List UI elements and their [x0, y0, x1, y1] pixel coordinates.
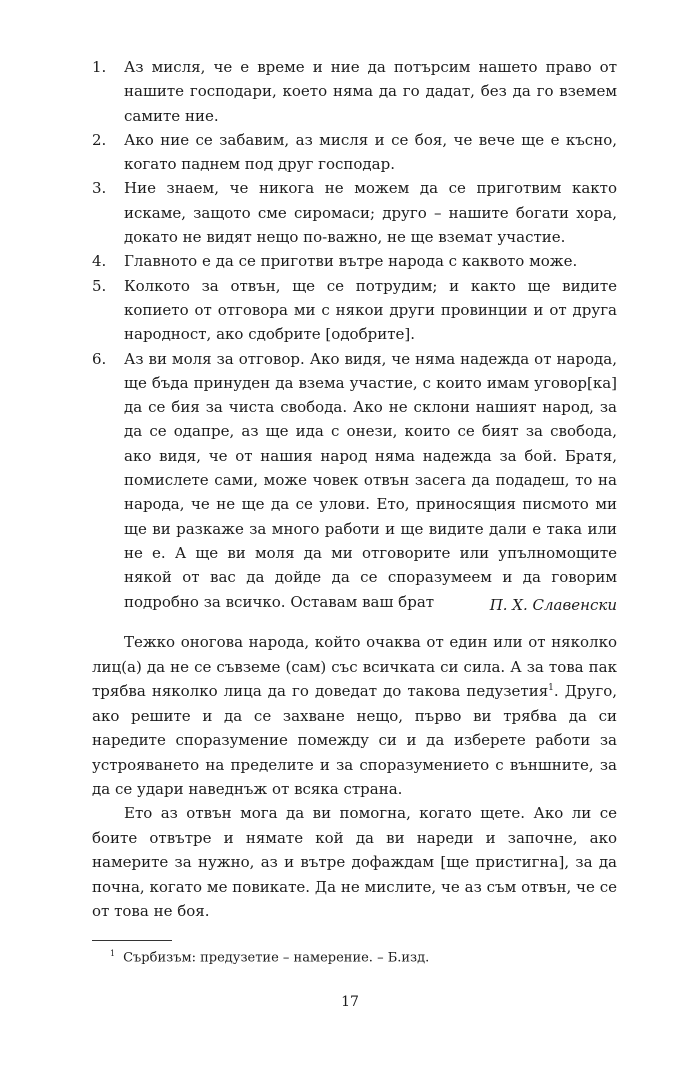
signature: П. Х. Славенски — [489, 596, 617, 614]
list-item-number: 3. — [92, 179, 107, 198]
letter-list — [92, 55, 617, 614]
list-item — [92, 128, 617, 177]
list-item — [92, 176, 617, 249]
list-item-number: 6. — [92, 349, 107, 368]
list-item-number: 4. — [92, 252, 107, 271]
list-item-number: 2. — [92, 130, 107, 149]
list-item — [92, 55, 617, 128]
paragraph-text: . Друго, ако решите и да се захване нещо, първо ви трябва да си наредите споразумение помежду си и да изберете работи за устрояването на пределите и за споразумението с външните, за да се удари наведнъж от всяка страна. — [92, 682, 617, 798]
footnote-text: Сърбизъм: предузетие – намерение. – Б.изд. — [123, 950, 430, 966]
list-item-text: Аз ви моля за отговор. Ако видя, че няма надежда от народа, ще бъда принуден да взема участие, с които имам уговор[ка] да се бия за чиста свобода. Ако не склони нашият народ, за да се одапре, аз ще ида с онези, които се бият за свобода, ако видя, че от нашия народ няма надежда за бой. Братя, помислете сами, може човек отвън засега да подадеш, то на народа, че не ще да се улови. Ето, приносящия писмото ми ще ви разкаже за много работи и ще видите дали е така или не е. А ще ви моля да ми отговорите или упълномощите някой от вас да дойде да се споразумеем и да говорим подробно за всичко. Оставам ваш брат — [124, 349, 617, 611]
footnote-mark: 1 — [110, 949, 116, 958]
list-item-text: Аз мисля, че е време и ние да потърсим нашето право от нашите господари, което няма да го дадат, без да го вземем самите ние. — [124, 58, 617, 125]
footnote — [92, 944, 429, 968]
list-item — [92, 347, 617, 614]
list-item — [92, 274, 617, 347]
paragraph-text: Тежко оногова народа, който очаква от един или от няколко лиц(а) да не се съвземе (сам) със всичката си сила. А за това пак трябва няколко лица да го доведат до такова педузетия — [92, 633, 617, 700]
list-item-text: Ние знаем, че никога не можем да се приготвим както искаме, защото сме сиромаси; друго – нашите богати хора, докато не видят нещо по-важно, не ще вземат участие. — [124, 179, 617, 247]
list-item — [92, 249, 617, 273]
list-item-text: Главното е да се приготви вътре народа с каквото може. — [124, 252, 578, 271]
list-item-number: 5. — [92, 276, 107, 295]
list-item-text: Ако ние се забавим, аз мисля и се боя, че вече ще е късно, когато паднем под друг господар. — [124, 130, 617, 174]
footnote-divider — [92, 940, 172, 941]
list-item-text: Колкото за отвън, ще се потрудим; и както ще видите копието от отговора ми с някои други провинции и от друга народност, ако сдобрите [одобрите]. — [124, 276, 617, 344]
list-item-number: 1. — [92, 58, 107, 76]
body-paragraph — [92, 630, 617, 802]
page-number: 17 — [341, 994, 359, 1010]
footnote-reference[interactable]: 1 — [548, 683, 554, 693]
body-paragraph: Ето аз отвън мога да ви помогна, когато щете. Ако ли се боите отвътре и нямате кой да ви нареди и започне, ако намерите за нужно, аз и вътре дофаждам [ще пристигна], за да почна, когато ме повикате. Да не мислите, че аз съм отвън, че се от това не боя. — [92, 804, 617, 920]
